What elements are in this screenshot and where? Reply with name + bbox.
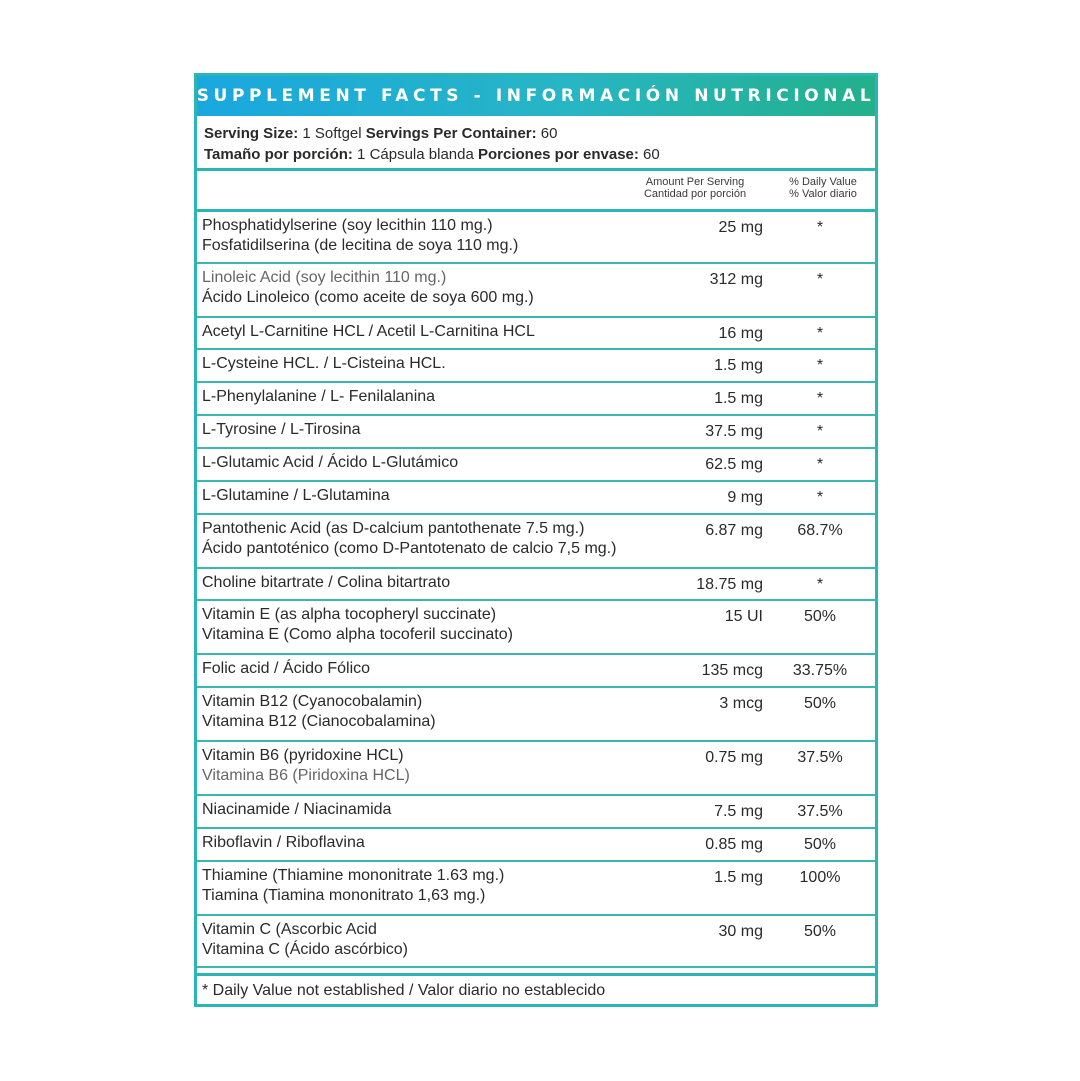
porciones-envase-value: 60 [638,146,660,163]
nutrient-daily-value: 100% [799,869,841,886]
table-row [197,416,875,449]
nutrient-amount: 9 mg [727,489,763,506]
nutrient-name [202,866,702,906]
nutrient-amount: 1.5 mg [714,869,763,886]
nutrient-amount: 6.87 mg [705,522,763,539]
nutrient-amount: 30 mg [718,923,763,940]
table-row [197,742,875,796]
serving-line-en [204,123,875,144]
nutrient-name [202,519,702,559]
nutrient-name-en: L-Glutamine / L-Glutamina [202,487,390,504]
nutrient-amount: 18.75 mg [696,576,763,593]
nutrient-amount: 0.85 mg [705,836,763,853]
facts-title: SUPPLEMENT FACTS - INFORMACIÓN NUTRICIONAL [196,86,876,106]
table-row [197,569,875,601]
nutrient-daily-value: 50% [803,695,837,712]
nutrient-name [202,453,702,473]
nutrient-name [202,692,702,732]
servings-per-container-value: 60 [536,125,558,142]
nutrient-daily-value: * [816,390,824,407]
serving-info [197,116,875,171]
footnote: * Daily Value not established / Valor diario no establecido [197,973,875,1000]
tamano-porcion-label: Tamaño por porción: [204,146,353,163]
nutrient-amount: 1.5 mg [714,357,763,374]
tamano-porcion-value: 1 Cápsula blanda [352,146,478,163]
table-row [197,318,875,350]
nutrient-amount: 15 UI [724,608,763,625]
nutrient-name-en: Phosphatidylserine (soy lecithin 110 mg.) [202,217,493,234]
nutrient-name-es: Vitamina E (Como alpha tocoferil succinato) [202,626,513,643]
table-row [197,688,875,742]
nutrient-daily-value: * [816,423,824,440]
nutrient-daily-value: 50% [803,923,837,940]
nutrient-amount: 3 mcg [719,695,763,712]
nutrient-daily-value: * [816,456,824,473]
amount-column-header [625,176,765,200]
daily-value-column-header [773,176,873,200]
nutrient-name-en: Linoleic Acid (soy lecithin 110 mg.) [202,269,447,286]
amount-header-en: Amount Per Serving [645,176,745,188]
nutrient-amount: 7.5 mg [714,803,763,820]
table-row [197,796,875,829]
nutrient-daily-value: * [816,219,824,236]
nutrient-amount: 312 mg [709,271,763,288]
nutrient-daily-value: 37.5% [797,749,843,766]
nutrient-name-en: Thiamine (Thiamine mononitrate 1.63 mg.) [202,867,505,884]
nutrient-amount: 135 mcg [701,662,763,679]
nutrient-name-en: Choline bitartrate / Colina bitartrato [202,574,451,591]
nutrient-name [202,322,702,342]
table-row [197,383,875,416]
nutrient-daily-value: * [816,325,824,342]
nutrient-amount: 37.5 mg [705,423,763,440]
nutrient-daily-value: * [816,271,824,288]
supplement-facts-panel [194,73,878,1007]
nutrient-name [202,573,702,593]
table-row [197,829,875,862]
nutrient-name-es: Vitamina C (Ácido ascórbico) [202,941,409,958]
facts-header [197,76,875,116]
nutrient-name-en: Vitamin B12 (Cyanocobalamin) [202,693,423,710]
column-headers [197,171,875,212]
nutrient-name-es: Ácido Linoleico (como aceite de soya 600 mg.) [202,289,534,306]
nutrient-daily-value: 50% [803,836,837,853]
nutrient-name-en: Niacinamide / Niacinamida [202,801,392,818]
table-row [197,655,875,688]
nutrient-name-en: L-Cysteine HCL. / L-Cisteina HCL. [202,355,446,372]
nutrient-rows [197,212,875,968]
nutrient-daily-value: 33.75% [792,662,848,679]
nutrient-name-es: Ácido pantoténico (como D-Pantotenato de calcio 7,5 mg.) [202,540,617,557]
nutrient-name-en: L-Tyrosine / L-Tirosina [202,421,361,438]
serving-size-value: 1 Softgel [298,125,366,142]
table-row [197,350,875,383]
nutrient-daily-value: * [816,576,824,593]
nutrient-name [202,605,702,645]
table-row [197,601,875,655]
nutrient-name [202,420,702,440]
nutrient-name-en: L-Glutamic Acid / Ácido L-Glutámico [202,454,459,471]
dv-header-es: % Valor diario [789,188,857,200]
nutrient-name-en: Folic acid / Ácido Fólico [202,660,371,677]
table-row [197,264,875,318]
nutrient-name [202,486,702,506]
nutrient-name [202,833,702,853]
nutrient-name-es: Vitamina B6 (Piridoxina HCL) [202,767,410,784]
table-row [197,449,875,482]
serving-line-es [204,144,875,165]
nutrient-daily-value: * [816,489,824,506]
nutrient-name [202,268,702,308]
nutrient-amount: 62.5 mg [705,456,763,473]
table-row [197,482,875,515]
nutrient-name-en: L-Phenylalanine / L- Fenilalanina [202,388,436,405]
nutrient-name-en: Vitamin B6 (pyridoxine HCL) [202,747,404,764]
nutrient-daily-value: 50% [803,608,837,625]
nutrient-name [202,354,702,374]
amount-header-es: Cantidad por porción [643,188,747,200]
nutrient-name [202,800,702,820]
nutrient-name-es: Fosfatidilserina (de lecitina de soya 110 mg.) [202,237,519,254]
nutrient-name-en: Vitamin E (as alpha tocopheryl succinate) [202,606,497,623]
nutrient-daily-value: 37.5% [797,803,843,820]
nutrient-daily-value: 68.7% [797,522,843,539]
nutrient-name-es: Tiamina (Tiamina mononitrato 1,63 mg.) [202,887,486,904]
dv-header-en: % Daily Value [789,176,857,188]
nutrient-name-en: Pantothenic Acid (as D-calcium pantothenate 7.5 mg.) [202,520,585,537]
nutrient-name [202,746,702,786]
nutrient-name [202,387,702,407]
nutrient-name [202,216,702,256]
nutrient-name-en: Vitamin C (Ascorbic Acid [202,921,377,938]
porciones-envase-label: Porciones por envase: [477,146,639,163]
table-row [197,212,875,264]
servings-per-container-label: Servings Per Container: [365,125,537,142]
nutrient-name-en: Riboflavin / Riboflavina [202,834,365,851]
nutrient-name [202,659,702,679]
nutrient-name-es: Vitamina B12 (Cianocobalamina) [202,713,436,730]
nutrient-daily-value: * [816,357,824,374]
nutrient-amount: 16 mg [718,325,763,342]
nutrient-name [202,920,702,960]
nutrient-amount: 25 mg [718,219,763,236]
nutrient-name-en: Acetyl L-Carnitine HCL / Acetil L-Carnitina HCL [202,323,535,340]
table-row [197,515,875,569]
nutrient-amount: 1.5 mg [714,390,763,407]
table-row [197,916,875,968]
table-row [197,862,875,916]
nutrient-amount: 0.75 mg [705,749,763,766]
serving-size-label: Serving Size: [204,125,299,142]
